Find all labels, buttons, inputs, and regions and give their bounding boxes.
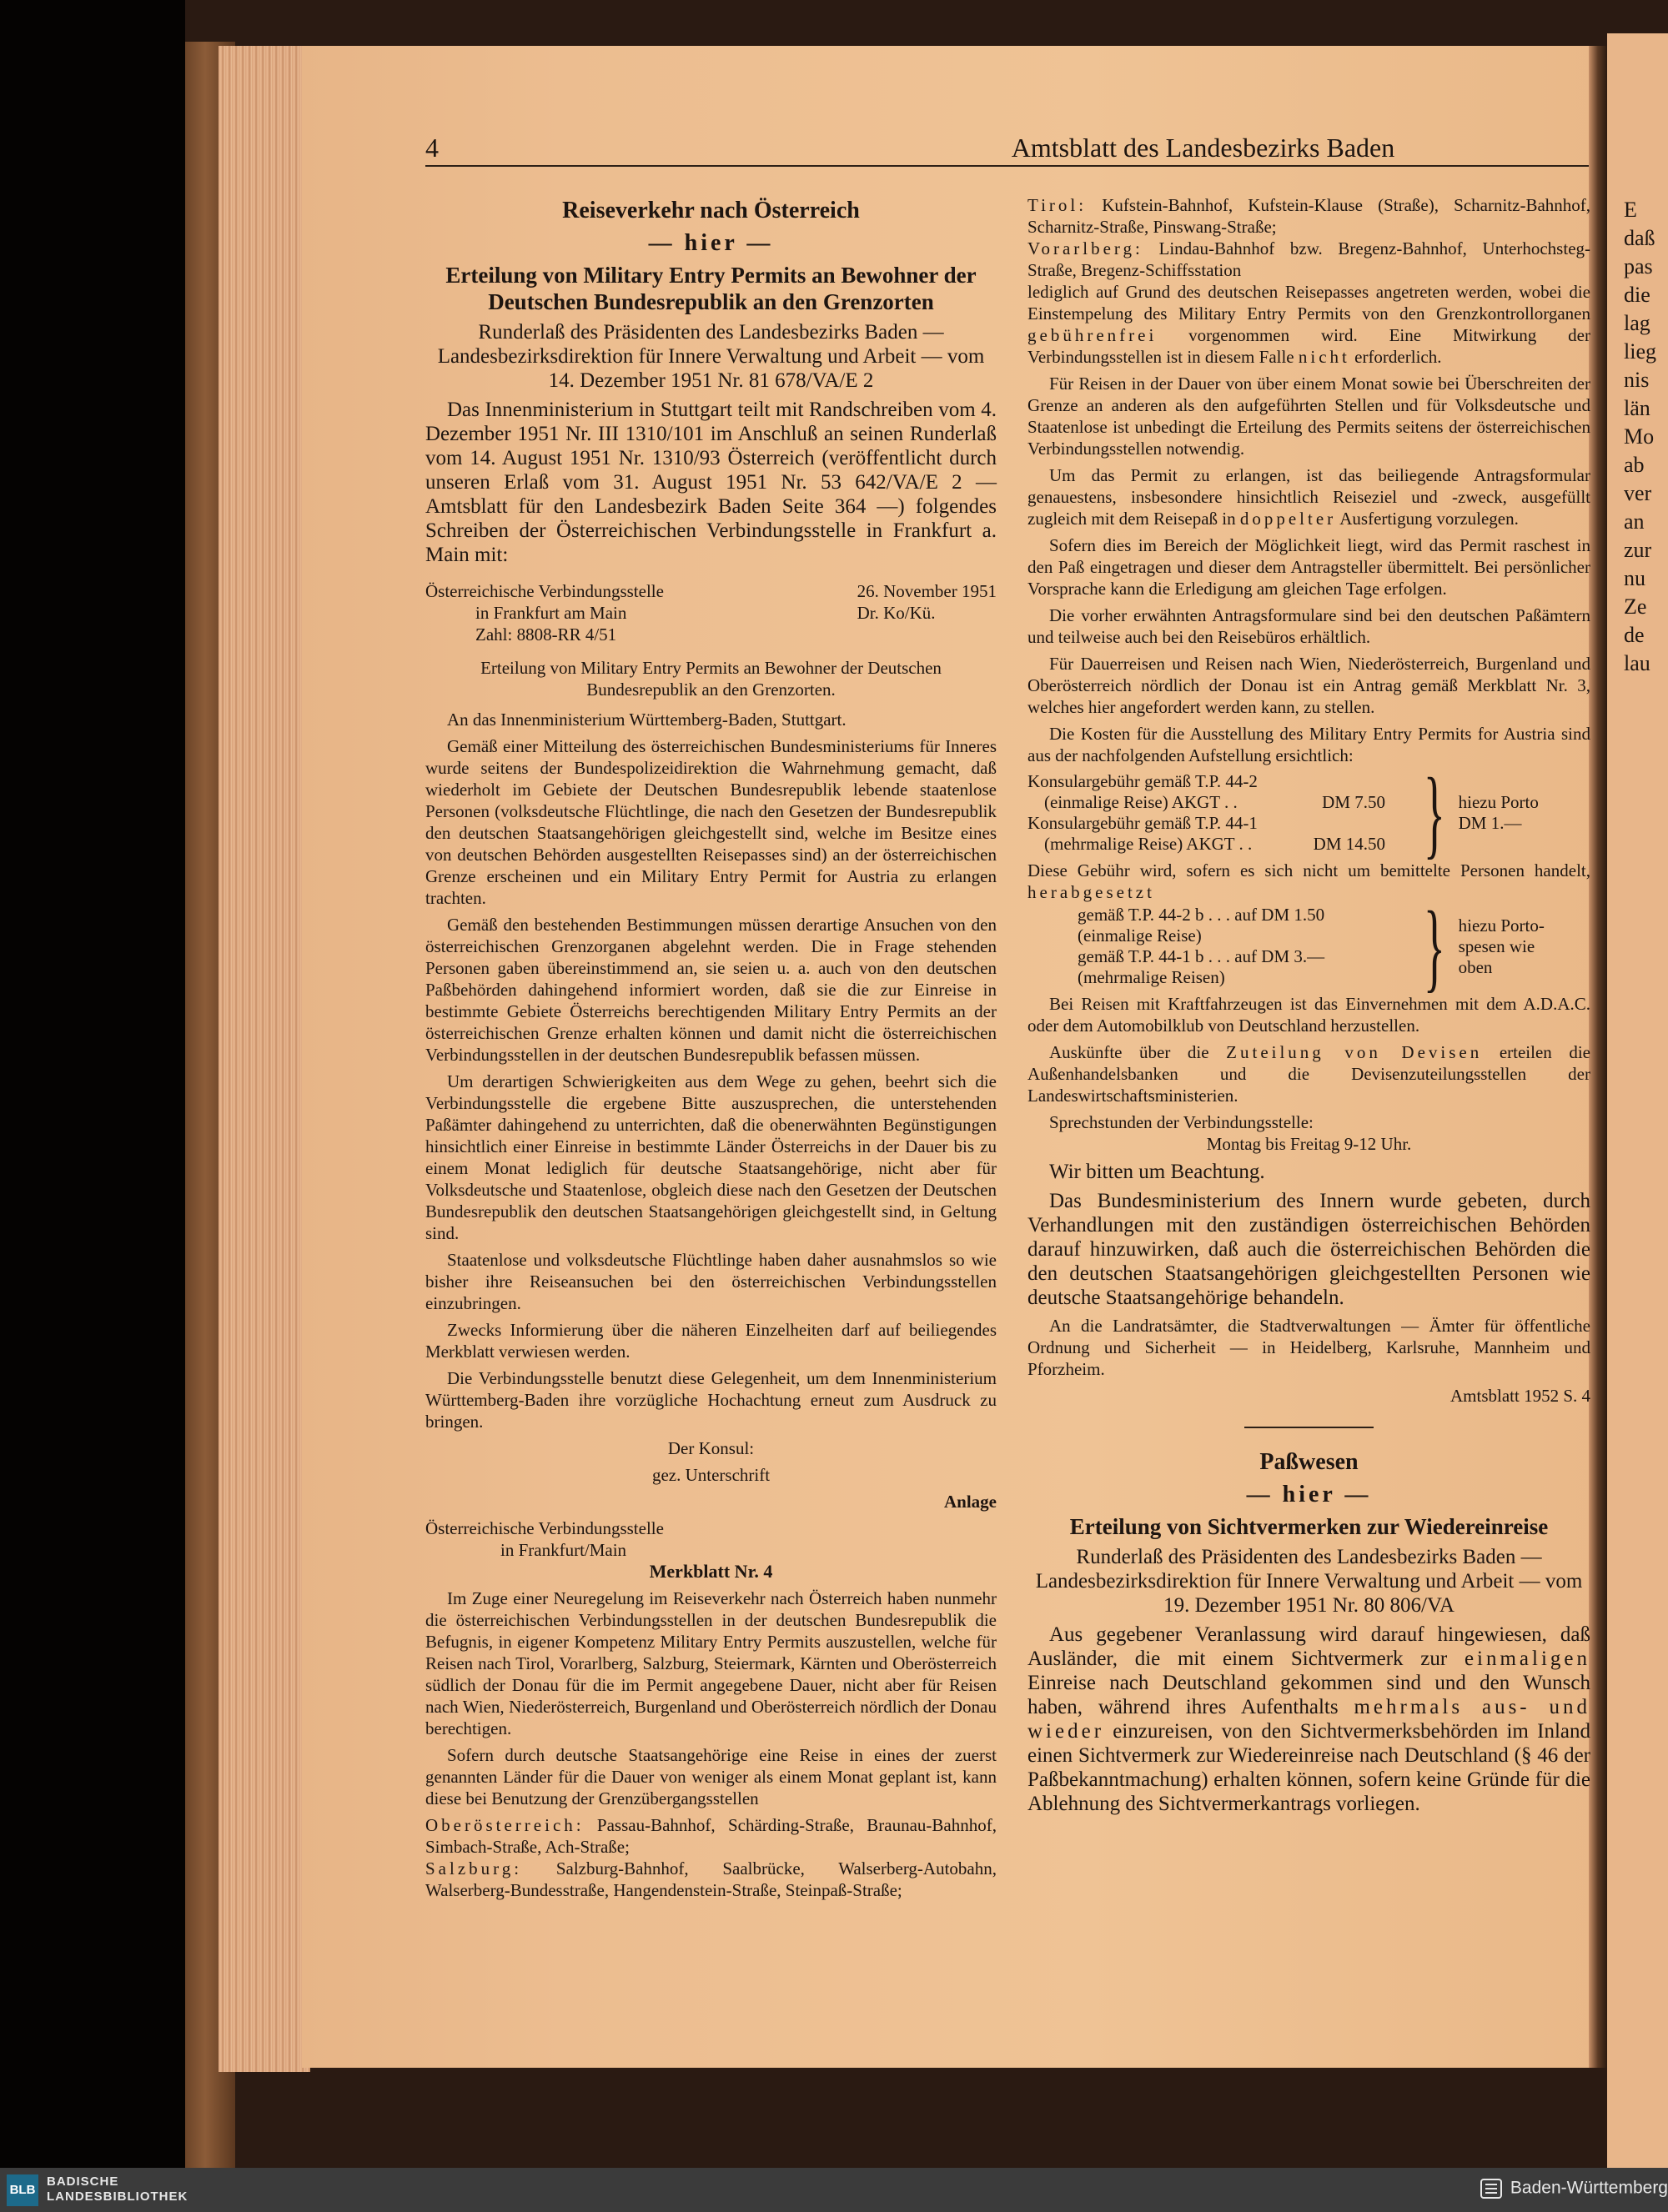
merkblatt-paragraph: Sofern durch deutsche Staatsangehörige eine Reise in eines der zuerst genannten Länder für die Dauer von weniger als einem Monat geplant ist, kann diese bei Benutzung der Grenzübergangsstellen — [425, 1745, 997, 1808]
blb-name: BADISCHE LANDESBIBLIOTHEK — [47, 2174, 188, 2204]
ministry-paragraph: Das Bundesministerium des Innern wurde gebeten, durch Verhandlungen mit den zuständigen österreichischen Behörden darauf hinzuwirken, daß auch die österreichischen Behörden die den deutschen Staatsangehörigen gleichgestellten Personen wie deutsche Staatsangehörige behandeln. — [1027, 1190, 1590, 1309]
signature-name: gez. Unterschrift — [651, 1465, 771, 1485]
letterhead-zahl: Zahl: 8808-RR 4/51 — [475, 624, 617, 645]
page-stack-edges — [219, 46, 310, 2072]
article-subtitle: Erteilung von Sichtvermerken zur Wiedereinreise — [1069, 1514, 1549, 1539]
border-list-oberoesterreich: Oberösterreich: Passau-Bahnhof, Schärding-Straße, Braunau-Bahnhof, Simbach-Straße, Ach-Straße; — [425, 1815, 997, 1857]
runderlass-line: Runderlaß des Präsidenten des Landesbezirks Baden — Landesbezirksdirektion für Innere Verwaltung und Arbeit — vom 19. Dezember 1951 Nr. 80 806/VA — [1035, 1546, 1583, 1617]
page-header — [425, 129, 1589, 169]
border-list-vorarlberg: Vorarlberg: Lindau-Bahnhof bzw. Bregenz-Bahnhof, Unterhochsteg-Straße, Bregenz-Schiffsstation — [1027, 238, 1591, 280]
anlage-org: Österreichische Verbindungsstelle — [425, 1518, 664, 1538]
letterhead-org: Österreichische Verbindungsstelle — [425, 581, 664, 601]
anlage-label: Anlage — [944, 1492, 997, 1512]
fee-amount: DM 7.50 — [1322, 792, 1385, 812]
merkblatt-paragraph: Bei Reisen mit Kraftfahrzeugen ist das Einvernehmen mit dem A.D.A.C. oder dem Automobilklub von Deutschland herzustellen. — [1027, 994, 1590, 1036]
merkblatt-paragraph: Die vorher erwähnten Antragsformulare sind bei den deutschen Paßämtern und teilweise auch bei den Reisebüros erhältlich. — [1027, 605, 1590, 647]
scan-background — [0, 0, 185, 2168]
article-body: Aus gegebener Veranlassung wird darauf hingewiesen, daß Ausländer, die mit einem Sichtvermerk zur einmaligen Einreise nach Deutschland gekommen sind und den Wunsch haben, während ihres Aufenthalts mehrmals aus- und wieder einzureisen, von den Sichtvermerksbehörden im Inland einen Sichtvermerk zur Wiedereinreise nach Deutschland (§ 46 der Paßbekanntmachung) erhalten können, sofern keine Gründe für die Ablehnung des Sichtvermerkantrags vorliegen. — [1027, 1623, 1591, 1815]
signature-title: Der Konsul: — [667, 1438, 755, 1458]
merkblatt-paragraph: Im Zuge einer Neuregelung im Reiseverkehr nach Österreich haben nunmehr die österreichischen Verbindungsstellen in der deutschen Bundesrepublik die Befugnis, in eigener Kompetenz Military Entry Permits auszustellen, welche für Reisen nach Tirol, Vorarlberg, Salzburg, Steiermark, Kärnten und Oberösterreich südlich der Donau für die im Permit angegebene Dauer, nicht aber für Reisen nach Wien, Niederösterreich, Burgenland und Oberösterreich nördlich der Donau berechtigen. — [425, 1588, 997, 1738]
adjacent-page-fragment — [1607, 33, 1668, 2168]
closing-line: Wir bitten um Beachtung. — [1049, 1161, 1265, 1183]
letter-paragraph: Zwecks Informierung über die näheren Einzelheiten darf auf beiliegendes Merkblatt verwiesen werden. — [425, 1320, 997, 1362]
right-column — [1027, 194, 1590, 1821]
header-rule — [425, 165, 1589, 167]
article-subtitle: Erteilung von Military Entry Permits an Bewohner der Deutschen Bundesrepublik an den Grenzorten — [445, 263, 977, 314]
page-gutter — [1589, 46, 1607, 2068]
letter-paragraph: Gemäß einer Mitteilung des österreichischen Bundesministeriums für Inneres wurde seitens der Bundespolizeidirektion die Wahrnehmung gemacht, daß wiederholt im Gebiete der Deutschen Bundesrepublik lebende staatenlose Personen (volksdeutsche Flüchtlinge, die nach den Gesetzen der Bundesrepublik den deutschen Staatsangehörigen gleichgestellt sind, welche im Besitze eines von deutschen Behörden ausgestellten Reisepasses sind) an der österreichischen Grenze erscheinen und ein Military Entry Permit for Austria zu erlangen trachten. — [425, 736, 997, 908]
letter-paragraph: Staatenlose und volksdeutsche Flüchtlinge haben daher ausnahmslos so wie bisher ihre Reiseansuchen bei den österreichischen Verbindungsstellen einzubringen. — [425, 1250, 997, 1313]
merkblatt-paragraph: Für Dauerreisen und Reisen nach Wien, Niederösterreich, Burgenland und Oberösterreich nördlich der Donau ist ein Antrag gemäß Merkblatt Nr. 3, welches hier angefordert werden kann, zu stellen. — [1027, 654, 1590, 717]
merkblatt-paragraph: Um das Permit zu erlangen, ist das beiliegende Antragsformular genauestens, insbesondere hinsichtlich Reiseziel und -zweck, ausgefüllt zugleich mit dem Reisepaß in doppelter Ausfertigung vorzulegen. — [1027, 465, 1590, 529]
fee-row: Konsulargebühr gemäß T.P. 44-2 — [1027, 771, 1258, 791]
article-hier: — hier — — [1246, 1482, 1372, 1507]
article-title: Reiseverkehr nach Österreich — [562, 198, 860, 223]
letterhead-city: in Frankfurt am Main — [475, 603, 627, 623]
letter-paragraph: Um derartigen Schwierigkeiten aus dem Wege zu gehen, beehrt sich die Verbindungsstelle die ergebene Bitte auszusprechen, die unterstehenden Paßämter dahingehend zu unterrichten, daß die obenerwähnten Begünstigungen hinsichtlich einer Einreise in bestimmte Länder Österreichs in der Dauer bis zu einem Monat lediglich für deutsche Staatsangehörige, nicht aber für Volksdeutsche und Staatenlose, obgleich diese nach den Gesetzen der Deutschen Bundesrepublik den deutschen Staatsangehörigen gleichgestellt sind, in Geltung sind. — [425, 1071, 997, 1243]
anlage-city: in Frankfurt/Main — [500, 1540, 627, 1560]
source-reference: Amtsblatt 1952 S. 4 — [1449, 1386, 1590, 1406]
brace-glyph: } — [1423, 757, 1445, 868]
adjacent-page-text: E daß pas die lag lieg nis län Mo ab ver an zur nu Ze de lau — [1624, 198, 1656, 675]
fee-table: Konsulargebühr gemäß T.P. 44-2 (einmalige Reise) AKGT . . DM 7.50 Konsulargebühr gemäß T.P. 44-1 (mehrmalige Reise) AKGT . . DM 14.50 } hiezu Porto DM 1.— — [1027, 771, 1590, 855]
letter-subject: Erteilung von Military Entry Permits an Bewohner der Deutschen Bundesrepublik an den Grenzorten. — [480, 658, 942, 700]
letter-paragraph: Die Verbindungsstelle benutzt diese Gelegenheit, um dem Innenministerium Württemberg-Baden ihre vorzügliche Hochachtung erneut zum Ausdruck zu bringen. — [425, 1368, 997, 1432]
merkblatt-paragraph: Auskünfte über die Zuteilung von Devisen erteilen die Außenhandelsbanken und die Devisenzuteilungsstellen der Landeswirtschaftsministerien. — [1027, 1042, 1590, 1106]
running-title: Amtsblatt des Landesbezirks Baden — [1011, 133, 1395, 163]
fee-porto: hiezu Porto — [1458, 792, 1539, 812]
brace-glyph: } — [1423, 890, 1445, 1001]
bw-logo: Baden-Württemberg — [1479, 2176, 1668, 2201]
office-hours: Montag bis Freitag 9-12 Uhr. — [1206, 1134, 1412, 1154]
border-list-tirol: Tirol: Kufstein-Bahnhof, Kufstein-Klause (Straße), Scharnitz-Bahnhof, Scharnitz-Straße, Pinswang-Straße; — [1027, 195, 1591, 237]
coat-of-arms-icon — [1479, 2176, 1504, 2201]
merkblatt-paragraph: Die Kosten für die Ausstellung des Military Entry Permits for Austria sind aus der nachfolgenden Aufstellung ersichtlich: — [1027, 724, 1590, 765]
merkblatt-paragraph: lediglich auf Grund des deutschen Reisepasses angetreten werden, wobei die Einstempelung des Military Entry Permits von den Grenzkontrollorganen gebührenfrei vorgenommen wird. Eine Mitwirkung der Verbindungsstellen ist in diesem Falle nicht erforderlich. — [1027, 282, 1590, 367]
office-hours-label: Sprechstunden der Verbindungsstelle: — [1049, 1112, 1314, 1132]
section-separator — [1244, 1427, 1374, 1428]
merkblatt-paragraph: Diese Gebühr wird, sofern es sich nicht um bemittelte Personen handelt, herabgesetzt — [1027, 860, 1590, 902]
merkblatt-paragraph: Für Reisen in der Dauer von über einem Monat sowie bei Überschreiten der Grenze an anderen als den aufgeführten Stellen und für Volksdeutsche und Staatenlose ist unbedingt die Erteilung des Permits seitens der österreichischen Verbindungsstellen notwendig. — [1027, 374, 1590, 459]
intro-paragraph: Das Innenministerium in Stuttgart teilt mit Randschreiben vom 4. Dezember 1951 Nr. III 1310/101 im Anschluß an seinen Runderlaß vom 14. August 1951 Nr. 1310/93 Österreich (veröffentlicht durch unseren Erlaß vom 31. August 1951 Nr. 53 642/VA/E 2 — Amtsblatt für den Landesbezirk Baden Seite 364 —) folgendes Schreiben der Österreichischen Verbindungsstelle in Frankfurt a. Main mit: — [425, 399, 997, 566]
viewer-footer — [0, 2168, 1668, 2212]
blb-logo: BLB — [7, 2174, 38, 2206]
letter-paragraph: Gemäß den bestehenden Bestimmungen müssen derartige Ansuchen von den österreichischen Grenzorganen abgelehnt werden. Die in Frage stehenden Personen gaben übereinstimmend an, sie seien u. a. auch von den deutschen Paßbehörden dahingehend informiert worden, daß sie die zur Einreise in bestimmte Gebiete Österreichs berechtigenden Military Entry Permits an der österreichischen Grenze erhalten können und damit nicht die österreichischen Verbindungsstellen in der deutschen Bundesrepublik befassen müssen. — [425, 915, 997, 1065]
reduced-fee-table: gemäß T.P. 44-2 b . . . auf DM 1.50 (einmalige Reise) gemäß T.P. 44-1 b . . . auf DM 3.— (mehrmalige Reisen) } hiezu Porto- spesen wie oben — [1078, 890, 1545, 1001]
merkblatt-title: Merkblatt Nr. 4 — [649, 1561, 773, 1582]
letterhead — [425, 580, 997, 645]
letterhead-ref: Dr. Ko/Kü. — [857, 603, 936, 623]
merkblatt-paragraph: Sofern dies im Bereich der Möglichkeit liegt, wird das Permit raschest in den Paß eingetragen und dieser dem Antragsteller übermittelt. Bei persönlicher Vorsprache kann die Erledigung am gleichen Tage erfolgen. — [1027, 535, 1590, 599]
runderlass-line: Runderlaß des Präsidenten des Landesbezirks Baden — Landesbezirksdirektion für Innere Verwaltung und Arbeit — vom 14. Dezember 1951 Nr. 81 678/VA/E 2 — [437, 321, 985, 392]
fee-row: Konsulargebühr gemäß T.P. 44-1 — [1027, 813, 1258, 833]
left-column — [425, 197, 997, 1901]
letter-addressee: An das Innenministerium Württemberg-Baden, Stuttgart. — [447, 710, 847, 730]
article-hier: — hier — — [648, 230, 774, 256]
page-number: 4 — [425, 133, 439, 163]
distribution-list: An die Landratsämter, die Stadtverwaltungen — Ämter für öffentliche Ordnung und Sicherheit — in Heidelberg, Karlsruhe, Mannheim und Pforzheim. — [1027, 1316, 1590, 1379]
letterhead-date: 26. November 1951 — [857, 581, 997, 601]
fee-amount: DM 14.50 — [1313, 834, 1385, 854]
border-list-salzburg: Salzburg: Salzburg-Bahnhof, Saalbrücke, Walserberg-Autobahn, Walserberg-Bundesstraße, Hangendenstein-Straße, Steinpaß-Straße; — [425, 1858, 997, 1900]
article-title: Paßwesen — [1259, 1449, 1359, 1475]
